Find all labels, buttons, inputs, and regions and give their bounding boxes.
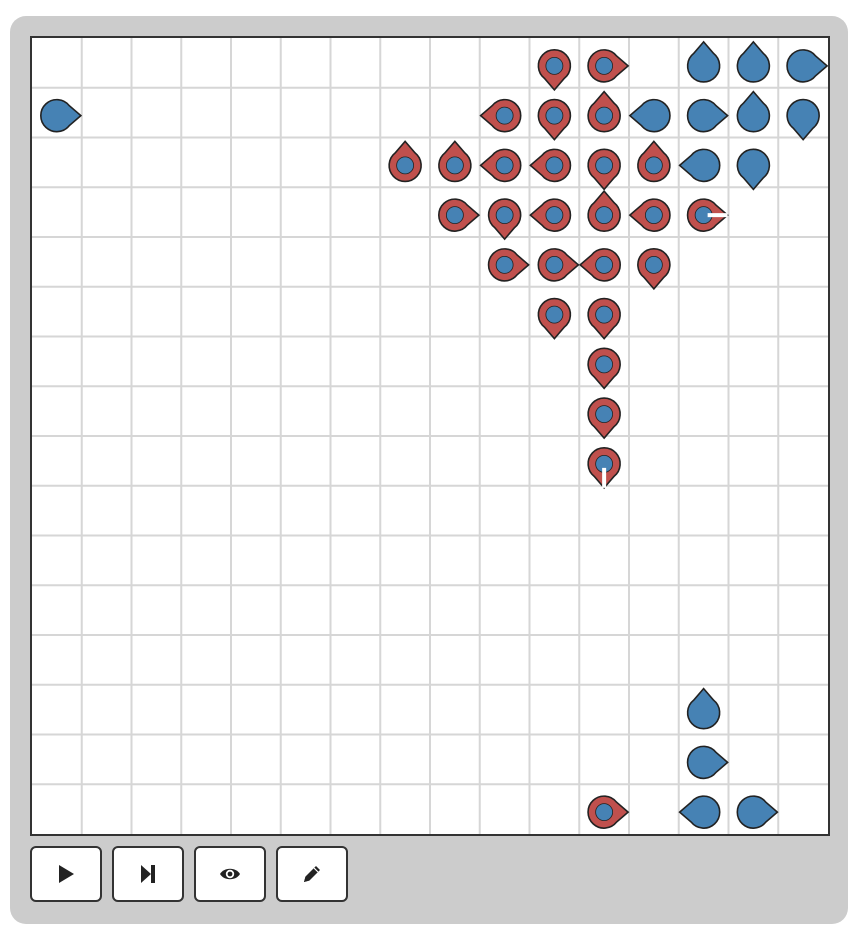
ant-core xyxy=(546,256,563,273)
ant-body xyxy=(787,100,819,140)
ant-plain-up[interactable] xyxy=(737,42,769,82)
ant-marked-left[interactable] xyxy=(481,149,521,181)
step-forward-icon xyxy=(137,863,159,885)
ant-marked-left[interactable] xyxy=(580,249,620,281)
ant-core xyxy=(397,157,414,174)
ant-body xyxy=(41,100,81,132)
ant-marked-down[interactable] xyxy=(588,348,620,388)
ant-core xyxy=(596,406,613,423)
ant-core xyxy=(496,157,513,174)
ant-marked-right[interactable] xyxy=(588,50,628,82)
ant-core xyxy=(596,306,613,323)
ant-plain-right[interactable] xyxy=(787,50,827,82)
ant-marked-right[interactable] xyxy=(489,249,529,281)
ant-core xyxy=(596,256,613,273)
ant-marked-up[interactable] xyxy=(588,92,620,132)
ant-marked-left[interactable] xyxy=(481,100,521,132)
ant-plain-right[interactable] xyxy=(688,746,728,778)
ant-body xyxy=(787,50,827,82)
ant-split-gap xyxy=(708,213,728,217)
ant-marked-left[interactable] xyxy=(630,199,670,231)
ant-core xyxy=(546,207,563,224)
ant-body xyxy=(630,100,670,132)
ant-marked-up[interactable] xyxy=(439,141,471,181)
ant-body xyxy=(680,796,720,828)
ant-split-right[interactable] xyxy=(688,199,728,231)
ant-core xyxy=(496,107,513,124)
ant-split-gap xyxy=(602,468,606,488)
ant-plain-right[interactable] xyxy=(41,100,81,132)
ant-marked-down[interactable] xyxy=(588,398,620,438)
ant-plain-up[interactable] xyxy=(737,92,769,132)
view-button[interactable] xyxy=(194,846,266,902)
ant-body xyxy=(688,746,728,778)
ant-marked-left[interactable] xyxy=(530,149,570,181)
ant-marked-down[interactable] xyxy=(538,50,570,90)
ant-plain-left[interactable] xyxy=(630,100,670,132)
ant-plain-up[interactable] xyxy=(688,42,720,82)
ant-body xyxy=(688,100,728,132)
ant-marked-down[interactable] xyxy=(489,199,521,239)
ant-plain-right[interactable] xyxy=(688,100,728,132)
ant-plain-up[interactable] xyxy=(688,689,720,729)
ant-marked-right[interactable] xyxy=(588,796,628,828)
ant-marked-right[interactable] xyxy=(439,199,479,231)
game-board[interactable] xyxy=(32,38,828,834)
ant-marked-up[interactable] xyxy=(588,191,620,231)
ant-core xyxy=(546,306,563,323)
ant-core xyxy=(645,207,662,224)
ant-core xyxy=(596,57,613,74)
ant-marked-up[interactable] xyxy=(389,141,421,181)
ant-plain-left[interactable] xyxy=(680,149,720,181)
ant-core xyxy=(645,256,662,273)
ant-marked-left[interactable] xyxy=(530,199,570,231)
ant-body xyxy=(688,42,720,82)
ant-body xyxy=(737,796,777,828)
app-frame xyxy=(10,16,848,924)
ant-core xyxy=(496,256,513,273)
ant-core xyxy=(496,207,513,224)
ant-marked-down[interactable] xyxy=(638,249,670,289)
ant-marked-down[interactable] xyxy=(588,299,620,339)
ant-plain-down[interactable] xyxy=(787,100,819,140)
toolbar xyxy=(30,846,348,904)
ant-core xyxy=(446,157,463,174)
ant-body xyxy=(737,42,769,82)
ant-body xyxy=(737,149,769,189)
ant-body xyxy=(680,149,720,181)
ant-body xyxy=(688,689,720,729)
ant-core xyxy=(596,356,613,373)
ant-core xyxy=(596,804,613,821)
ant-core xyxy=(546,107,563,124)
ant-core xyxy=(596,207,613,224)
ant-core xyxy=(596,107,613,124)
ant-core xyxy=(546,157,563,174)
ant-marked-up[interactable] xyxy=(638,141,670,181)
ant-plain-left[interactable] xyxy=(680,796,720,828)
ant-split-down[interactable] xyxy=(588,448,620,488)
ant-body xyxy=(737,92,769,132)
ant-core xyxy=(546,57,563,74)
ant-marked-right[interactable] xyxy=(538,249,578,281)
pencil-icon xyxy=(300,862,324,886)
ant-core xyxy=(596,157,613,174)
play-icon xyxy=(55,863,77,885)
ant-core xyxy=(645,157,662,174)
edit-button[interactable] xyxy=(276,846,348,902)
play-button[interactable] xyxy=(30,846,102,902)
ant-marked-down[interactable] xyxy=(538,299,570,339)
step-button[interactable] xyxy=(112,846,184,902)
ant-marked-down[interactable] xyxy=(538,100,570,140)
ant-plain-down[interactable] xyxy=(737,149,769,189)
eye-icon xyxy=(218,862,242,886)
ant-core xyxy=(446,207,463,224)
ant-plain-right[interactable] xyxy=(737,796,777,828)
ant-marked-down[interactable] xyxy=(588,149,620,189)
board-container xyxy=(30,36,830,836)
